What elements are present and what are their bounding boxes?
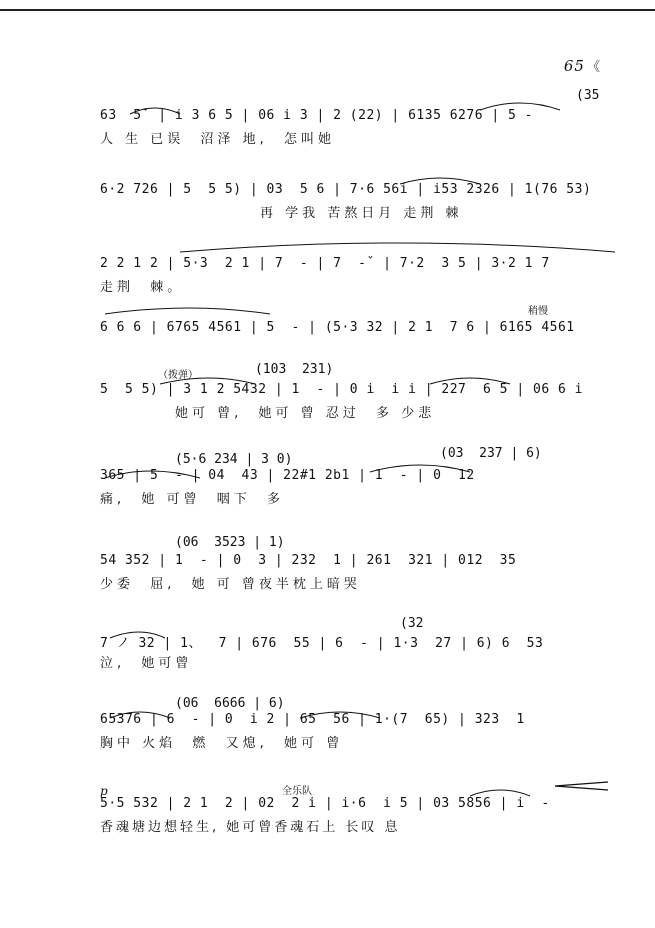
accompaniment: (06 6666 | 6) [175,696,285,711]
accompaniment: (06 3523 | 1) [175,535,285,550]
accompaniment: (5·6 234 | 3 0) [175,452,293,467]
notation-line: 2 2 1 2 | 5·3 2 1 | 7 - | 7 -ˇ | 7·2 3 5 | 3·2 1 7 [100,256,550,271]
notation-line: 5 5 5) | 3 1 2 5432 | 1 - | 0 i i i | 227 6 5 | 06 6 i [100,382,583,397]
notation-line: 63 5ˇ | i 3 6 5 | 06 i 3 | 2 (22) | 6135 6276 | 5 - [100,108,533,123]
notation-line: 365 | 5 - | 04 43 | 22#1 2b1 | 1 - | 0 12 [100,468,475,483]
barlines [0,776,655,846]
lyrics-line: 走荆 棘。 [100,280,185,295]
page-number [564,56,601,75]
instrument-note: （拨弹） [158,370,198,381]
barlines [0,362,655,432]
page-top-rule [0,9,655,11]
page-corner-mark: 《 [586,60,601,75]
lyrics-line: 香魂塘边想轻生, 她可曾香魂石上 长叹 息 [100,820,401,835]
lyrics-line: 她可 曾, 她可 曾 忍过 多 少悲 [175,406,436,421]
barlines [0,612,655,682]
tempo-marking: 稍慢 [528,306,548,317]
ensemble-label: 全乐队 [282,786,312,797]
barlines [0,448,655,518]
accompaniment: (103 231) [255,362,334,377]
lyrics-line: 再 学我 苦熬日月 走荆 棘 [260,206,463,221]
notation-line: 6 6 6 | 6765 4561 | 5 - | (5·3 32 | 2 1 7 6 | 6165 4561 [100,320,575,335]
notation-line: 54 352 | 1 - | 0 3 | 232 1 | 261 321 | 012 35 [100,553,517,568]
dynamic-marking: p [100,784,108,798]
lyrics-line: 泣, 她可曾 [100,656,193,671]
notation-line: 65376 | 6 - | 0 i 2 | 65 56 | 1·(7 65) | 323 1 [100,712,525,727]
lyrics-line: 胸中 火焰 燃 又熄, 她可 曾 [100,736,344,751]
notation-line: 7 ノ 32 | 1、 7 | 676 55 | 6 - | 1·3 27 | 6) 6 53 [100,636,544,651]
barlines [0,300,655,370]
notation-line: 5·5 532 | 2 1 2 | 02 2 i | i·6 i 5 | 03 5856 | i - [100,796,550,811]
lyrics-line: 痛, 她 可曾 咽下 多 [100,492,285,507]
barlines [0,692,655,762]
notation-line: 6·2 726 | 5 5 5) | 03 5 6 | 7·6 56i | i53 2326 | 1(76 53) [100,182,592,197]
lyrics-line: 少委 屈, 她 可 曾夜半枕上暗哭 [100,577,361,592]
barlines [0,88,655,158]
accompaniment: (35 [576,88,600,103]
accompaniment: (32 [400,616,424,631]
page-number-text: 65 [563,57,585,75]
barlines [0,236,655,306]
lyrics-line: 人 生 已误 沼泽 地, 怎叫她 [100,132,336,147]
barlines [0,162,655,232]
accompaniment-2: (03 237 | 6) [440,446,542,461]
